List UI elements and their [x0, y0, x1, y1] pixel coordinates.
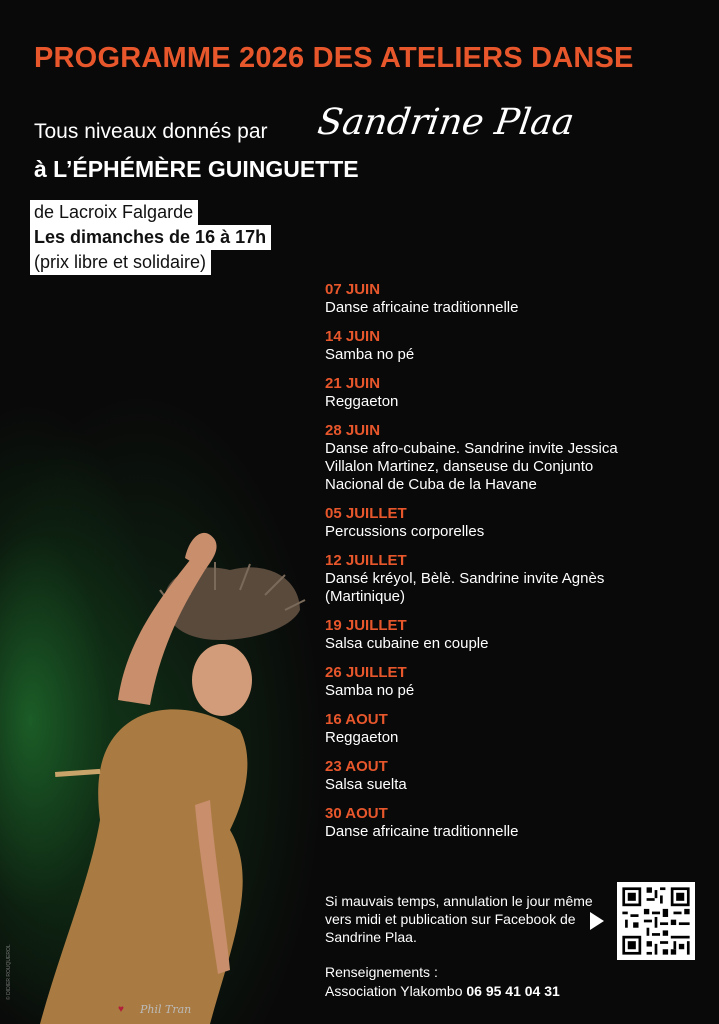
session-entry	[325, 505, 655, 541]
session-description: Reggaeton	[325, 393, 399, 410]
session-entry	[325, 805, 655, 841]
qr-code-icon[interactable]	[617, 882, 695, 960]
session-date: 05 JUILLET	[325, 505, 407, 522]
play-arrow-icon	[590, 912, 604, 930]
session-description: Salsa suelta	[325, 776, 407, 793]
session-schedule	[325, 281, 655, 852]
poster-title: PROGRAMME 2026 DES ATELIERS DANSE	[34, 42, 634, 74]
session-entry	[325, 664, 655, 700]
dancer-photo	[0, 500, 320, 1024]
schedule-time-text: Les dimanches de 16 à 17h	[30, 225, 271, 250]
session-description: Danse afro-cubaine. Sandrine invite Jessica Villalon Martinez, danseuse du Conjunto Nacional de Cuba de la Havane	[325, 440, 618, 493]
association-line	[325, 982, 625, 1001]
association-name: Association Ylakombo	[325, 983, 463, 999]
session-entry	[325, 758, 655, 794]
session-date: 30 AOUT	[325, 805, 388, 822]
session-description: Danse africaine traditionnelle	[325, 823, 519, 840]
session-entry	[325, 328, 655, 364]
session-date: 19 JUILLET	[325, 617, 407, 634]
session-date: 16 AOUT	[325, 711, 388, 728]
phone-number[interactable]: 06 95 41 04 31	[466, 983, 560, 999]
photo-credit: © DIDIER ROUQUEROL	[6, 944, 12, 1000]
price-text: (prix libre et solidaire)	[30, 250, 211, 275]
photographer-logo-icon: ♥	[118, 1004, 124, 1015]
subtitle-line1: Tous niveaux donnés par	[34, 120, 268, 143]
session-entry	[325, 617, 655, 653]
session-date: 26 JUILLET	[325, 664, 407, 681]
info-label: Renseignements :	[325, 964, 438, 980]
session-description: Salsa cubaine en couple	[325, 635, 489, 652]
session-entry	[325, 711, 655, 747]
session-date: 12 JUILLET	[325, 552, 407, 569]
session-description: Percussions corporelles	[325, 523, 485, 540]
session-date: 14 JUIN	[325, 328, 381, 345]
session-entry	[325, 281, 655, 317]
session-date: 28 JUIN	[325, 422, 381, 439]
session-entry	[325, 422, 655, 494]
session-description: Dansé kréyol, Bèlè. Sandrine invite Agnès (Martinique)	[325, 570, 605, 605]
session-entry	[325, 552, 655, 606]
session-description: Samba no pé	[325, 682, 415, 699]
session-entry	[325, 375, 655, 411]
venue-name: à L’ÉPHÉMÈRE GUINGUETTE	[34, 156, 359, 182]
session-date: 23 AOUT	[325, 758, 388, 775]
contact-info	[325, 963, 625, 1001]
session-date: 07 JUIN	[325, 281, 381, 298]
session-description: Samba no pé	[325, 346, 415, 363]
photographer-signature: Phil Tran	[140, 1003, 192, 1016]
teacher-signature: Sandrine Plaa	[315, 102, 577, 143]
session-description: Reggaeton	[325, 729, 399, 746]
session-date: 21 JUIN	[325, 375, 381, 392]
session-description: Danse africaine traditionnelle	[325, 299, 519, 316]
info-box	[30, 200, 271, 275]
location-text: de Lacroix Falgarde	[30, 200, 198, 225]
weather-notice: Si mauvais temps, annulation le jour même vers midi et publication sur Facebook de Sandrine Plaa.	[325, 893, 593, 945]
